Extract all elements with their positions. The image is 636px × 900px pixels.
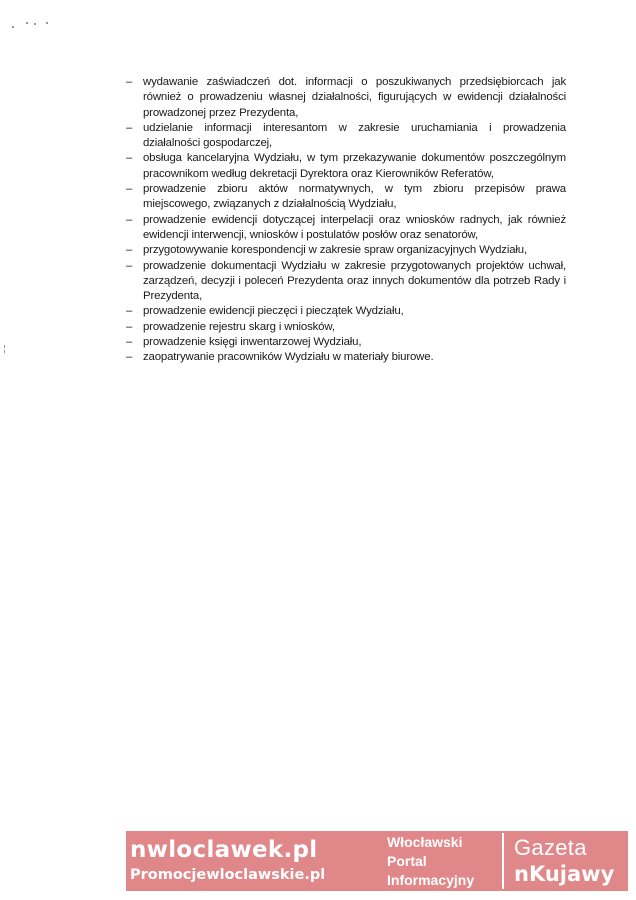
list-item: – obsługa kancelaryjna Wydziału, w tym przekazywanie dokumentów poszczególnym pracownikom według dekretacji Dyrektora oraz Kierowników Referatów, bbox=[126, 151, 566, 182]
gazeta-subtitle: nKujawy bbox=[514, 862, 615, 886]
scan-artifact bbox=[12, 22, 52, 30]
gazeta-logo bbox=[504, 831, 628, 891]
list-item: – udzielanie informacji interesantom w zakresie uruchamiania i prowadzenia działalności gospodarczej, bbox=[126, 121, 566, 152]
list-item: – przygotowywanie korespondencji w zakresie spraw organizacyjnych Wydziału, bbox=[126, 243, 566, 258]
list-item: – zaopatrywanie pracowników Wydziału w materiały biurowe. bbox=[126, 350, 566, 365]
gazeta-title: Gazeta bbox=[514, 835, 587, 860]
brand-logo bbox=[126, 831, 379, 891]
list-item: – prowadzenie ewidencji dotyczącej interpelacji oraz wniosków radnych, jak również ewidencji interwencji, wniosków i postulatów posłów oraz senatorów, bbox=[126, 213, 566, 244]
list-item: – prowadzenie księgi inwentarzowej Wydziału, bbox=[126, 335, 566, 350]
watermark-banner[interactable] bbox=[126, 831, 628, 891]
list-item: – prowadzenie rejestru skarg i wniosków, bbox=[126, 320, 566, 335]
brand-sub-text: Promocjewloclawskie.pl bbox=[130, 867, 326, 883]
portal-line-3: Informacyjny bbox=[387, 871, 475, 888]
duties-list bbox=[126, 75, 566, 366]
portal-label bbox=[379, 831, 502, 891]
list-item: – prowadzenie zbioru aktów normatywnych, w tym zbioru przepisów prawa miejscowego, związanych z działalnością Wydziału, bbox=[126, 182, 566, 213]
brand-main-text: nwloclawek.pl bbox=[130, 837, 318, 863]
list-item: – wydawanie zaświadczeń dot. informacji o poszukiwanych przedsiębiorcach jak również o prowadzeniu własnej działalności, figurujących w ewidencji działalności prowadzonej przez Prezydenta, bbox=[126, 75, 566, 121]
scan-edge-artifact bbox=[4, 345, 7, 357]
list-item: – prowadzenie dokumentacji Wydziału w zakresie przygotowanych projektów uchwał, zarządzeń, decyzji i poleceń Prezydenta oraz innych dokumentów dla potrzeb Rady i Prezydenta, bbox=[126, 259, 566, 305]
portal-line-1: Włocławski bbox=[387, 833, 463, 850]
portal-line-2: Portal bbox=[387, 852, 427, 869]
list-item: – prowadzenie ewidencji pieczęci i pieczątek Wydziału, bbox=[126, 304, 566, 319]
